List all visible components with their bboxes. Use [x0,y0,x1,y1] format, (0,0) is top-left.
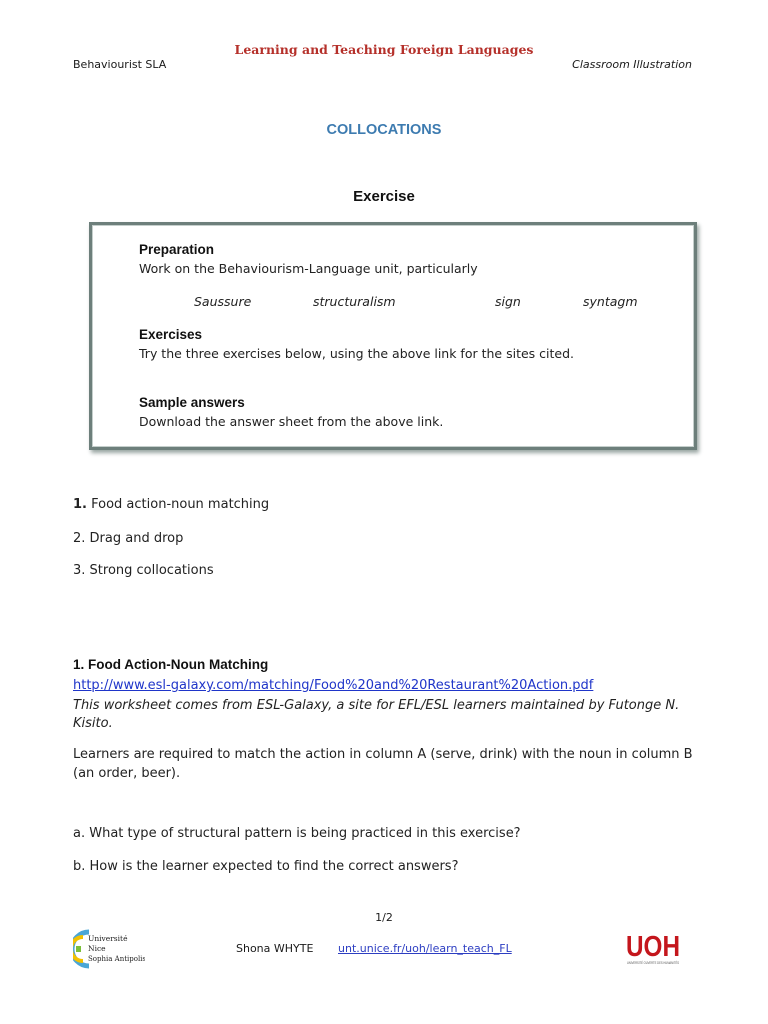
uoh-logo-caption: UNIVERSITÉ OUVERTE DES HUM [627,961,681,965]
exercises-text: Try the three exercises below, using the above link for the sites cited. [139,346,574,361]
list-item-text: Food action-noun matching [86,497,270,512]
exercise-heading: Exercise [353,188,415,205]
list-item-number: 1. [73,497,87,512]
section-number: 1. [73,657,85,672]
list-item [73,563,214,578]
preparation-label: Preparation [139,242,215,257]
list-item-text: Drag and drop [85,531,184,546]
list-item-number: 2. [73,531,86,546]
question-b: b. How is the learner expected to find the correct answers? [73,859,459,874]
list-item-text: Strong collocations [85,563,214,578]
logo-line-2: Nice [88,944,106,953]
header-left: Behaviourist SLA [73,58,167,71]
term-saussure: Saussure [194,294,252,309]
preparation-text: Work on the Behaviourism-Language unit, particularly [139,261,478,276]
term-structuralism: structuralism [313,294,396,309]
uoh-logo-icon [625,929,681,967]
list-item-number: 3. [73,563,86,578]
logo-line-3: Sophia Antipolis [88,955,145,963]
footer-author: Shona WHYTE [236,942,314,955]
task-description: Learners are required to match the action in column A (serve, drink) with the noun in column B (an order, beer). [73,747,693,781]
worksheet-link[interactable]: http://www.esl-galaxy.com/matching/Food%20and%20Restaurant%20Action.pdf [73,678,594,693]
page-number: 1/2 [375,911,393,924]
document-title: COLLOCATIONS [326,122,442,138]
uoh-logo [625,929,681,967]
logo-line-1: Université [88,934,128,943]
section-heading [73,657,268,672]
header-title: Learning and Teaching Foreign Languages [234,42,534,57]
list-item [73,497,269,512]
exercises-label: Exercises [139,327,203,342]
uoh-logo-text: UOH [626,931,680,963]
sample-answers-text: Download the answer sheet from the above link. [139,414,444,429]
footer-url-link[interactable]: unt.unice.fr/uoh/learn_teach_FL [338,942,512,955]
section-title: Food Action-Noun Matching [84,657,269,672]
question-a: a. What type of structural pattern is being practiced in this exercise? [73,826,521,841]
sample-answers-label: Sample answers [139,395,245,410]
list-item [73,531,183,546]
university-logo [73,928,145,970]
term-sign: sign [495,294,521,309]
header-right: Classroom Illustration [572,58,692,71]
term-syntagm: syntagm [583,294,638,309]
university-logo-icon [73,928,145,970]
preparation-box [89,222,697,450]
source-note: This worksheet comes from ESL-Galaxy, a site for EFL/ESL learners maintained by Futonge N. Kisito. [73,698,680,731]
